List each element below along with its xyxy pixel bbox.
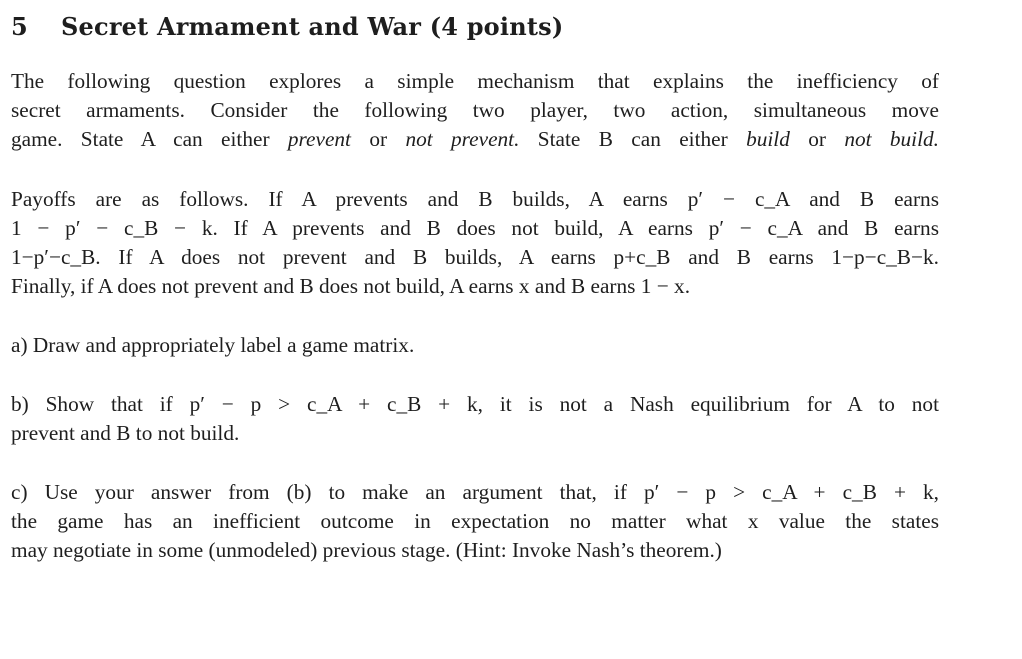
intro-line: The following question explores a simple mechanism that explains the inefficiency of [11,69,939,93]
payoffs-line: Payoffs are as follows. If A prevents and B builds, A earns p′ − c_A and B earns [11,187,939,211]
part-c-line: may negotiate in some (unmodeled) previous stage. (Hint: Invoke Nash’s theorem.) [11,538,722,562]
intro-line-3 [11,125,939,154]
payoffs-paragraph [11,185,939,301]
section-title: Secret Armament and War (4 points) [61,12,564,41]
not-prevent-term: not prevent. [405,127,520,151]
intro-paragraph [11,67,939,154]
payoffs-line: Finally, if A does not prevent and B does not build, A earns x and B earns 1 − x. [11,274,691,298]
build-term: build [746,127,790,151]
intro-text: game. State A can either [11,127,288,151]
section-number: 5 [11,12,28,41]
section-heading [11,10,563,44]
part-c-line: the game has an inefficient outcome in expectation no matter what x value the states [11,509,939,533]
payoffs-line: 1−p′−c_B. If A does not prevent and B builds, A earns p+c_B and B earns 1−p−c_B−k. [11,245,939,269]
intro-text: or [789,127,845,151]
prevent-term: prevent [287,127,351,151]
intro-text: State B can either [519,127,747,151]
not-build-term: not build. [844,127,939,151]
part-c-line: c) Use your answer from (b) to make an argument that, if p′ − p > c_A + c_B + k, [11,480,939,504]
payoffs-line: 1 − p′ − c_B − k. If A prevents and B does not build, A earns p′ − c_A and B earns [11,216,939,240]
intro-text: or [350,127,406,151]
part-b-line: prevent and B to not build. [11,421,240,445]
part-a-line: a) Draw and appropriately label a game matrix. [11,333,415,357]
part-c [11,478,939,565]
part-b [11,390,939,448]
intro-line: secret armaments. Consider the following two player, two action, simultaneous move [11,98,939,122]
part-b-line: b) Show that if p′ − p > c_A + c_B + k, it is not a Nash equilibrium for A to not [11,392,939,416]
part-a [11,331,939,360]
